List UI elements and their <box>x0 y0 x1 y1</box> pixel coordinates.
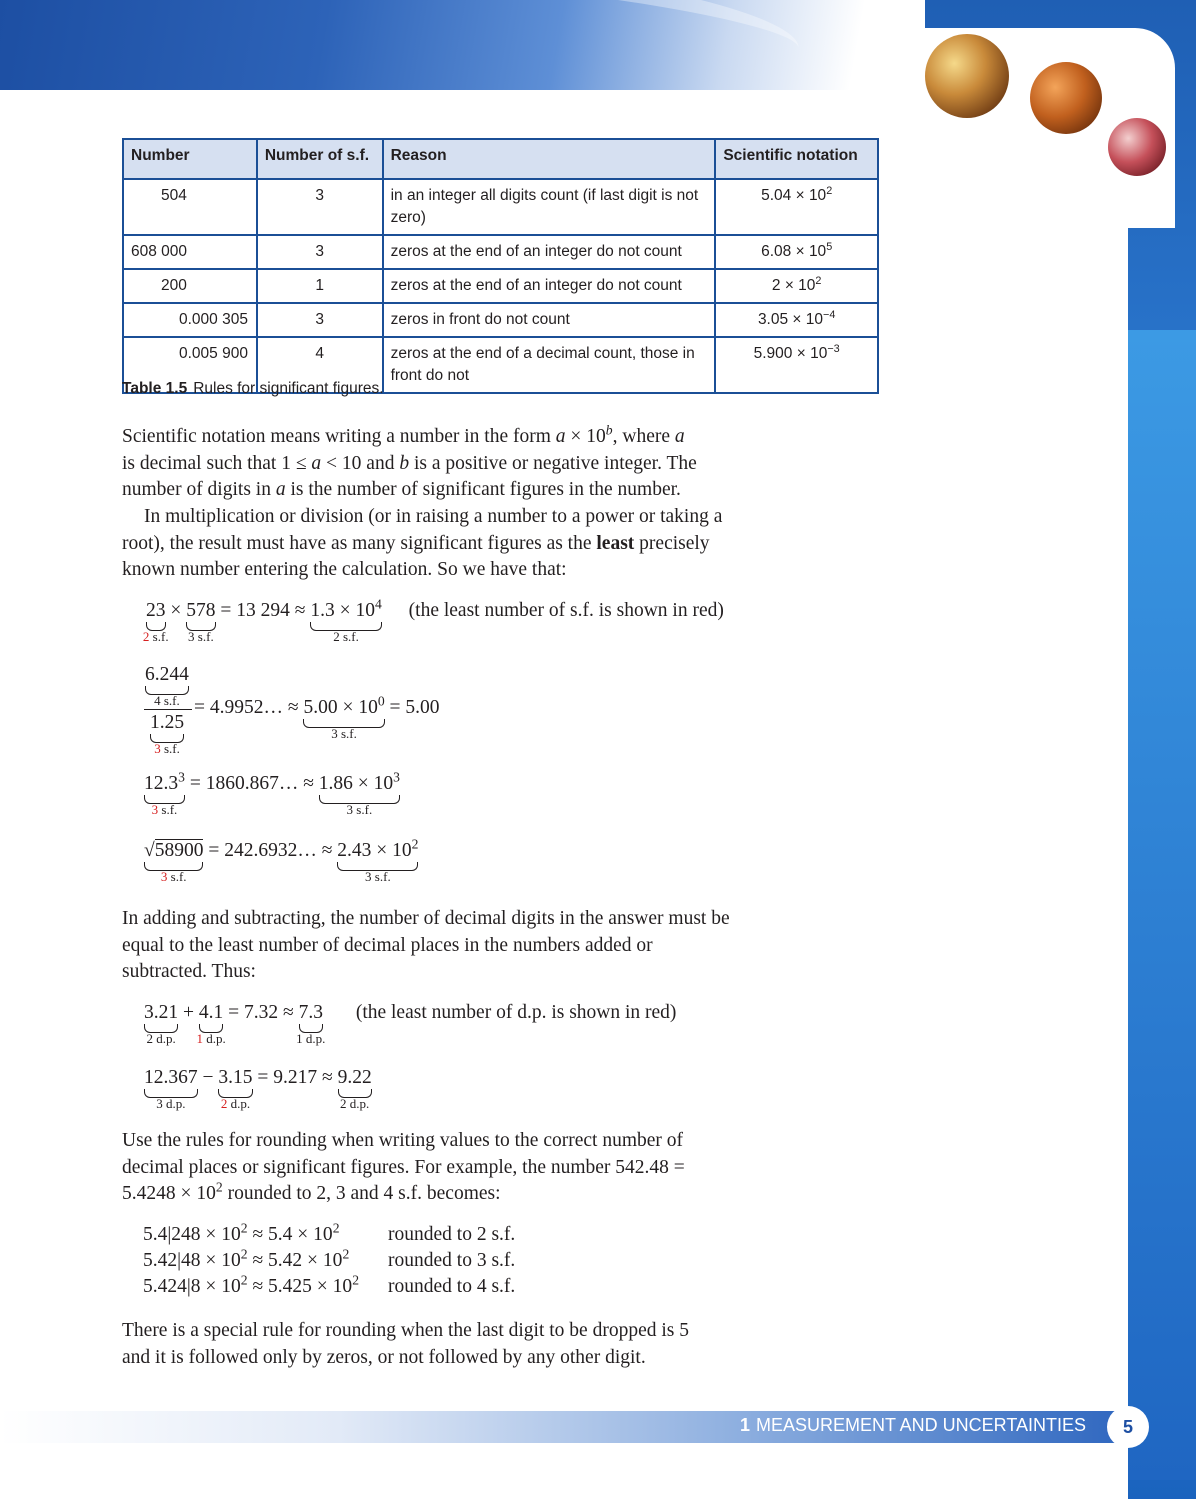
unit: d.p. <box>227 1096 251 1111</box>
exponent: 2 <box>240 1220 248 1236</box>
cell-number: 504 <box>123 179 257 235</box>
cell-sf: 3 <box>257 235 383 269</box>
text: precisely known number entering the calculation. So we have that: <box>122 532 710 580</box>
cell-number: 0.000 305 <box>123 303 257 337</box>
sci-exponent: −4 <box>823 309 836 322</box>
text: In multiplication or division (or in raising a number to a power or taking a root), the result must have as many significant figures as the <box>122 506 723 554</box>
operand: 3.15 <box>218 1067 253 1088</box>
red-count: 1 <box>196 1031 203 1046</box>
exponent: 2 <box>240 1272 248 1288</box>
var-a: a <box>674 426 685 447</box>
operator: × <box>165 600 187 621</box>
brace-label <box>154 741 180 757</box>
red-count: 3 <box>151 802 159 817</box>
exponent: 0 <box>377 693 385 709</box>
expr: ≈ 5.42 × 10 <box>247 1250 343 1271</box>
cell-sci <box>715 235 878 269</box>
table-header-row <box>123 139 878 179</box>
paragraph-addition-rule: In adding and subtracting, the number of decimal digits in the answer must be equal to the least number of decimal places in the numbers added or subtracted. Thus: <box>122 908 730 982</box>
sqrt-icon: √ <box>144 840 155 861</box>
expr: 5.424|8 × 10 <box>143 1276 241 1297</box>
operand: 4.1 <box>198 1002 224 1023</box>
cell-sci <box>715 269 878 303</box>
operand: 12.3 <box>144 773 179 794</box>
brace-label: 3 s.f. <box>365 869 391 884</box>
brace-label <box>161 869 187 885</box>
var-a: a <box>275 479 286 500</box>
underbrace-term <box>303 693 385 741</box>
exponent: 3 <box>178 769 185 785</box>
result: 1.3 × 10 <box>310 600 375 621</box>
brace-label: 3 d.p. <box>156 1096 186 1111</box>
sci-mantissa: 5.04 × 10 <box>761 187 827 204</box>
var-b: b <box>605 422 613 438</box>
side-stripe <box>1128 330 1196 1480</box>
brace-label: 1 d.p. <box>296 1031 326 1046</box>
unit: s.f. <box>149 629 169 644</box>
var-b: b <box>399 452 410 474</box>
cell-sf: 1 <box>257 269 383 303</box>
fraction-numerator <box>145 664 189 708</box>
para-line <box>122 477 742 504</box>
underbrace-term <box>310 596 382 644</box>
underbrace-term <box>196 1002 226 1046</box>
equation-root <box>144 836 419 884</box>
equation-note: (the least number of d.p. is shown in red) <box>355 1002 677 1023</box>
rounding-example <box>143 1220 516 1246</box>
table-row <box>123 235 878 269</box>
fraction-denominator <box>150 712 185 756</box>
cell-sci <box>715 337 878 393</box>
operand: 6.244 <box>145 664 189 685</box>
exponent: 2 <box>215 1179 223 1195</box>
result: 7.3 <box>298 1002 323 1023</box>
red-count: 3 <box>154 741 161 756</box>
text: < 10 and <box>321 452 400 474</box>
cell-number: 0.005 900 <box>123 337 257 393</box>
col-header-reason: Reason <box>383 139 716 179</box>
brace-label <box>221 1096 250 1112</box>
text: × 10 <box>565 426 606 447</box>
table-row <box>123 303 878 337</box>
operand: 12.367 <box>144 1067 198 1088</box>
sci-exponent: 2 <box>826 185 833 198</box>
underbrace-term <box>144 1067 198 1111</box>
text: number of digits in <box>122 479 276 500</box>
brace-label <box>152 802 178 818</box>
cell-reason: in an integer all digits count (if last digit is not zero) <box>383 179 716 235</box>
var-a: a <box>555 426 566 447</box>
table-row <box>123 269 878 303</box>
underbrace-term <box>186 600 216 644</box>
col-header-sci: Scientific notation <box>715 139 878 179</box>
underbrace-term <box>150 712 185 756</box>
rounding-note: rounded to 2 s.f. <box>388 1224 516 1245</box>
underbrace-term <box>318 769 400 817</box>
col-header-sf: Number of s.f. <box>257 139 383 179</box>
rounding-example <box>143 1272 516 1298</box>
exponent: 2 <box>240 1246 248 1262</box>
rounding-example <box>143 1246 516 1272</box>
red-count: 2 <box>220 1096 228 1111</box>
brace-label <box>196 1031 225 1047</box>
cell-number: 200 <box>123 269 257 303</box>
para-line <box>122 424 742 451</box>
underbrace-term <box>142 600 169 644</box>
equals-text: = 13 294 ≈ <box>215 600 311 621</box>
text: Use the rules for rounding when writing values to the correct number of decimal places or significant figures. For example, the number 542.48 = 5.4248 × 10 <box>122 1130 685 1204</box>
equals-text: = 4.9952… ≈ <box>194 697 304 718</box>
operand: 1.25 <box>150 712 185 733</box>
underbrace-term <box>144 769 185 817</box>
page-number: 5 <box>1107 1406 1149 1448</box>
cell-sci <box>715 179 878 235</box>
chapter-number: 1 <box>739 1415 750 1435</box>
underbrace-term <box>218 1067 253 1111</box>
emphasis: least <box>596 532 635 554</box>
operator: + <box>178 1002 199 1023</box>
caption-text: Rules for significant figures. <box>193 380 384 397</box>
paragraph-scientific-notation <box>122 424 742 504</box>
result: 9.22 <box>337 1067 372 1088</box>
table-caption <box>122 380 384 398</box>
cell-reason: zeros at the end of a decimal count, those in front do not <box>383 337 716 393</box>
operand: 23 <box>146 600 166 621</box>
text: is a positive or negative integer. The <box>409 452 697 474</box>
underbrace-term <box>296 1002 326 1046</box>
text: Scientific notation means writing a number in the form <box>122 426 556 447</box>
equals-text: = 1860.867… ≈ <box>184 773 319 794</box>
underbrace-term <box>337 836 419 884</box>
brace-label: 4 s.f. <box>154 693 180 708</box>
cell-reason: zeros at the end of an integer do not count <box>383 269 716 303</box>
planet-jupiter-image <box>925 34 1009 118</box>
var-a: a <box>311 452 322 474</box>
fraction-bar <box>144 709 192 710</box>
unit: s.f. <box>167 869 187 884</box>
sci-exponent: −3 <box>827 343 840 356</box>
brace-label: 3 s.f. <box>331 726 357 741</box>
underbrace-term <box>144 1002 179 1046</box>
brace-label: 2 s.f. <box>333 629 359 644</box>
sci-mantissa: 3.05 × 10 <box>757 311 824 328</box>
equation-multiplication <box>142 596 724 644</box>
text: rounded to 2, 3 and 4 s.f. becomes: <box>222 1183 501 1204</box>
rounding-note: rounded to 3 s.f. <box>388 1250 516 1271</box>
caption-label: Table 1.5 <box>122 380 188 397</box>
table-row <box>123 179 878 235</box>
equals-text: = 242.6932… ≈ <box>203 840 338 861</box>
equation-power <box>144 769 400 817</box>
planet-mars-image <box>1030 62 1102 134</box>
paragraph-multiplication-rule <box>122 504 727 584</box>
operator: − <box>197 1067 219 1088</box>
expr: ≈ 5.425 × 10 <box>247 1276 353 1297</box>
red-count: 3 <box>160 869 168 884</box>
equation-subtraction <box>144 1067 372 1111</box>
chapter-title: MEASUREMENT AND UNCERTAINTIES <box>755 1415 1086 1435</box>
result: 1.86 × 10 <box>318 773 394 794</box>
brace-label: 3 s.f. <box>188 629 214 644</box>
operand: 578 <box>186 600 216 621</box>
cell-sf: 4 <box>257 337 383 393</box>
rounding-note: rounded to 4 s.f. <box>388 1276 516 1297</box>
unit: s.f. <box>158 802 178 817</box>
col-header-number: Number <box>123 139 257 179</box>
operand: 58900 <box>154 840 204 861</box>
cell-sf: 3 <box>257 179 383 235</box>
text: is the number of significant figures in the number. <box>285 479 681 500</box>
equals-text: = 9.217 ≈ <box>252 1067 338 1088</box>
brace-label: 2 d.p. <box>340 1096 370 1111</box>
brace-label: 3 s.f. <box>346 802 373 817</box>
cell-reason: zeros at the end of an integer do not count <box>383 235 716 269</box>
red-count: 2 <box>142 629 150 644</box>
equals-text: = 5.00 <box>384 697 440 718</box>
sci-exponent: 2 <box>815 275 822 288</box>
sig-fig-table <box>122 138 879 394</box>
exponent: 2 <box>352 1272 360 1288</box>
planet-small-image <box>1108 118 1166 176</box>
paragraph-rounding <box>122 1128 717 1208</box>
equation-note: (the least number of s.f. is shown in red) <box>408 600 724 621</box>
result: 5.00 × 10 <box>303 697 378 718</box>
equation-division <box>194 693 440 741</box>
text: is decimal such that 1 ≤ <box>122 452 312 474</box>
expr: ≈ 5.4 × 10 <box>247 1224 333 1245</box>
sci-exponent: 5 <box>826 241 833 254</box>
unit: s.f. <box>160 741 180 756</box>
exponent: 4 <box>374 596 382 612</box>
equation-addition <box>144 1002 677 1046</box>
sci-mantissa: 6.08 × 10 <box>761 243 827 260</box>
underbrace-term <box>337 1067 372 1111</box>
brace-label: 2 d.p. <box>146 1031 176 1046</box>
footer-chapter <box>740 1415 1086 1436</box>
sci-mantissa: 5.900 × 10 <box>753 345 828 362</box>
exponent: 3 <box>393 769 400 785</box>
operand: 3.21 <box>144 1002 179 1023</box>
result: 2.43 × 10 <box>337 840 412 861</box>
exponent: 2 <box>332 1220 340 1236</box>
para-line <box>122 451 742 478</box>
header-decoration <box>0 0 925 90</box>
paragraph-special-rule: There is a special rule for rounding when the last digit to be dropped is 5 and it is followed only by zeros, or not followed by any other digit. <box>122 1320 689 1368</box>
cell-reason: zeros in front do not count <box>383 303 716 337</box>
expr: 5.4|248 × 10 <box>143 1224 241 1245</box>
unit: d.p. <box>202 1031 226 1046</box>
cell-sci <box>715 303 878 337</box>
cell-number: 608 000 <box>123 235 257 269</box>
sci-mantissa: 2 × 10 <box>771 277 816 294</box>
underbrace-term <box>145 664 189 708</box>
text: , where <box>612 426 675 447</box>
underbrace-term <box>144 840 204 884</box>
exponent: 2 <box>342 1246 350 1262</box>
equals-text: = 7.32 ≈ <box>223 1002 299 1023</box>
cell-sf: 3 <box>257 303 383 337</box>
exponent: 2 <box>411 836 419 852</box>
expr: 5.42|48 × 10 <box>143 1250 241 1271</box>
brace-label <box>143 629 169 645</box>
